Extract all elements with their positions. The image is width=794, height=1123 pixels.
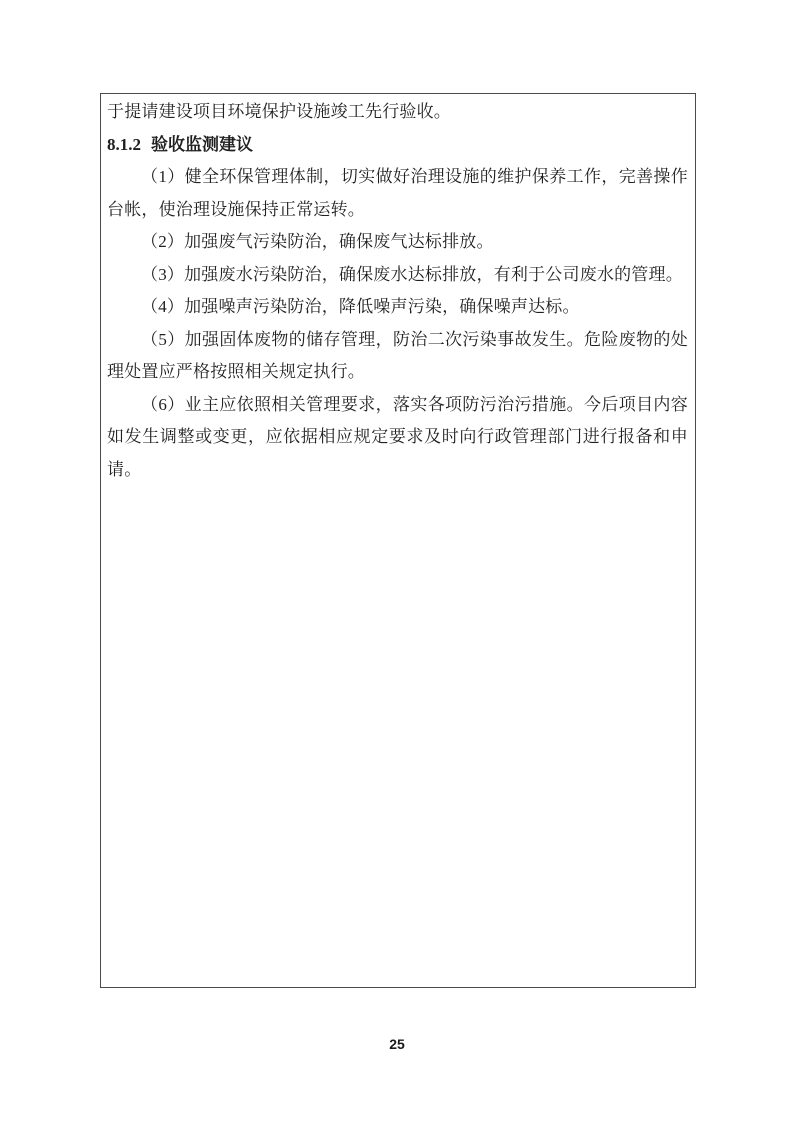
section-heading — [107, 129, 688, 162]
recommendation-paragraph-6: （6）业主应依照相关管理要求，落实各项防污治污措施。今后项目内容如发生调整或变更，应依据相应规定要求及时向行政管理部门进行报备和申请。 — [107, 394, 688, 479]
recommendation-paragraph-3: （3）加强废水污染防治，确保废水达标排放，有利于公司废水的管理。 — [141, 264, 683, 284]
recommendation-paragraph-5: （5）加强固体废物的储存管理，防治二次污染事故发生。危险废物的处理处置应严格按照相关规定执行。 — [107, 329, 688, 381]
page-number: 25 — [389, 1036, 405, 1052]
content-border-box — [100, 93, 696, 988]
section-title: 验收监测建议 — [151, 134, 253, 154]
recommendation-paragraph-1: （1）健全环保管理体制，切实做好治理设施的维护保养工作，完善操作台帐，使治理设施保持正常运转。 — [107, 167, 688, 219]
paragraph-continuation: 于提请建设项目环境保护设施竣工先行验收。 — [107, 102, 451, 121]
recommendation-paragraph-2: （2）加强废气污染防治，确保废气达标排放。 — [141, 232, 494, 251]
section-number: 8.1.2 — [107, 134, 141, 154]
recommendation-paragraph-4: （4）加强噪声污染防治，降低噪声污染，确保噪声达标。 — [141, 297, 580, 316]
